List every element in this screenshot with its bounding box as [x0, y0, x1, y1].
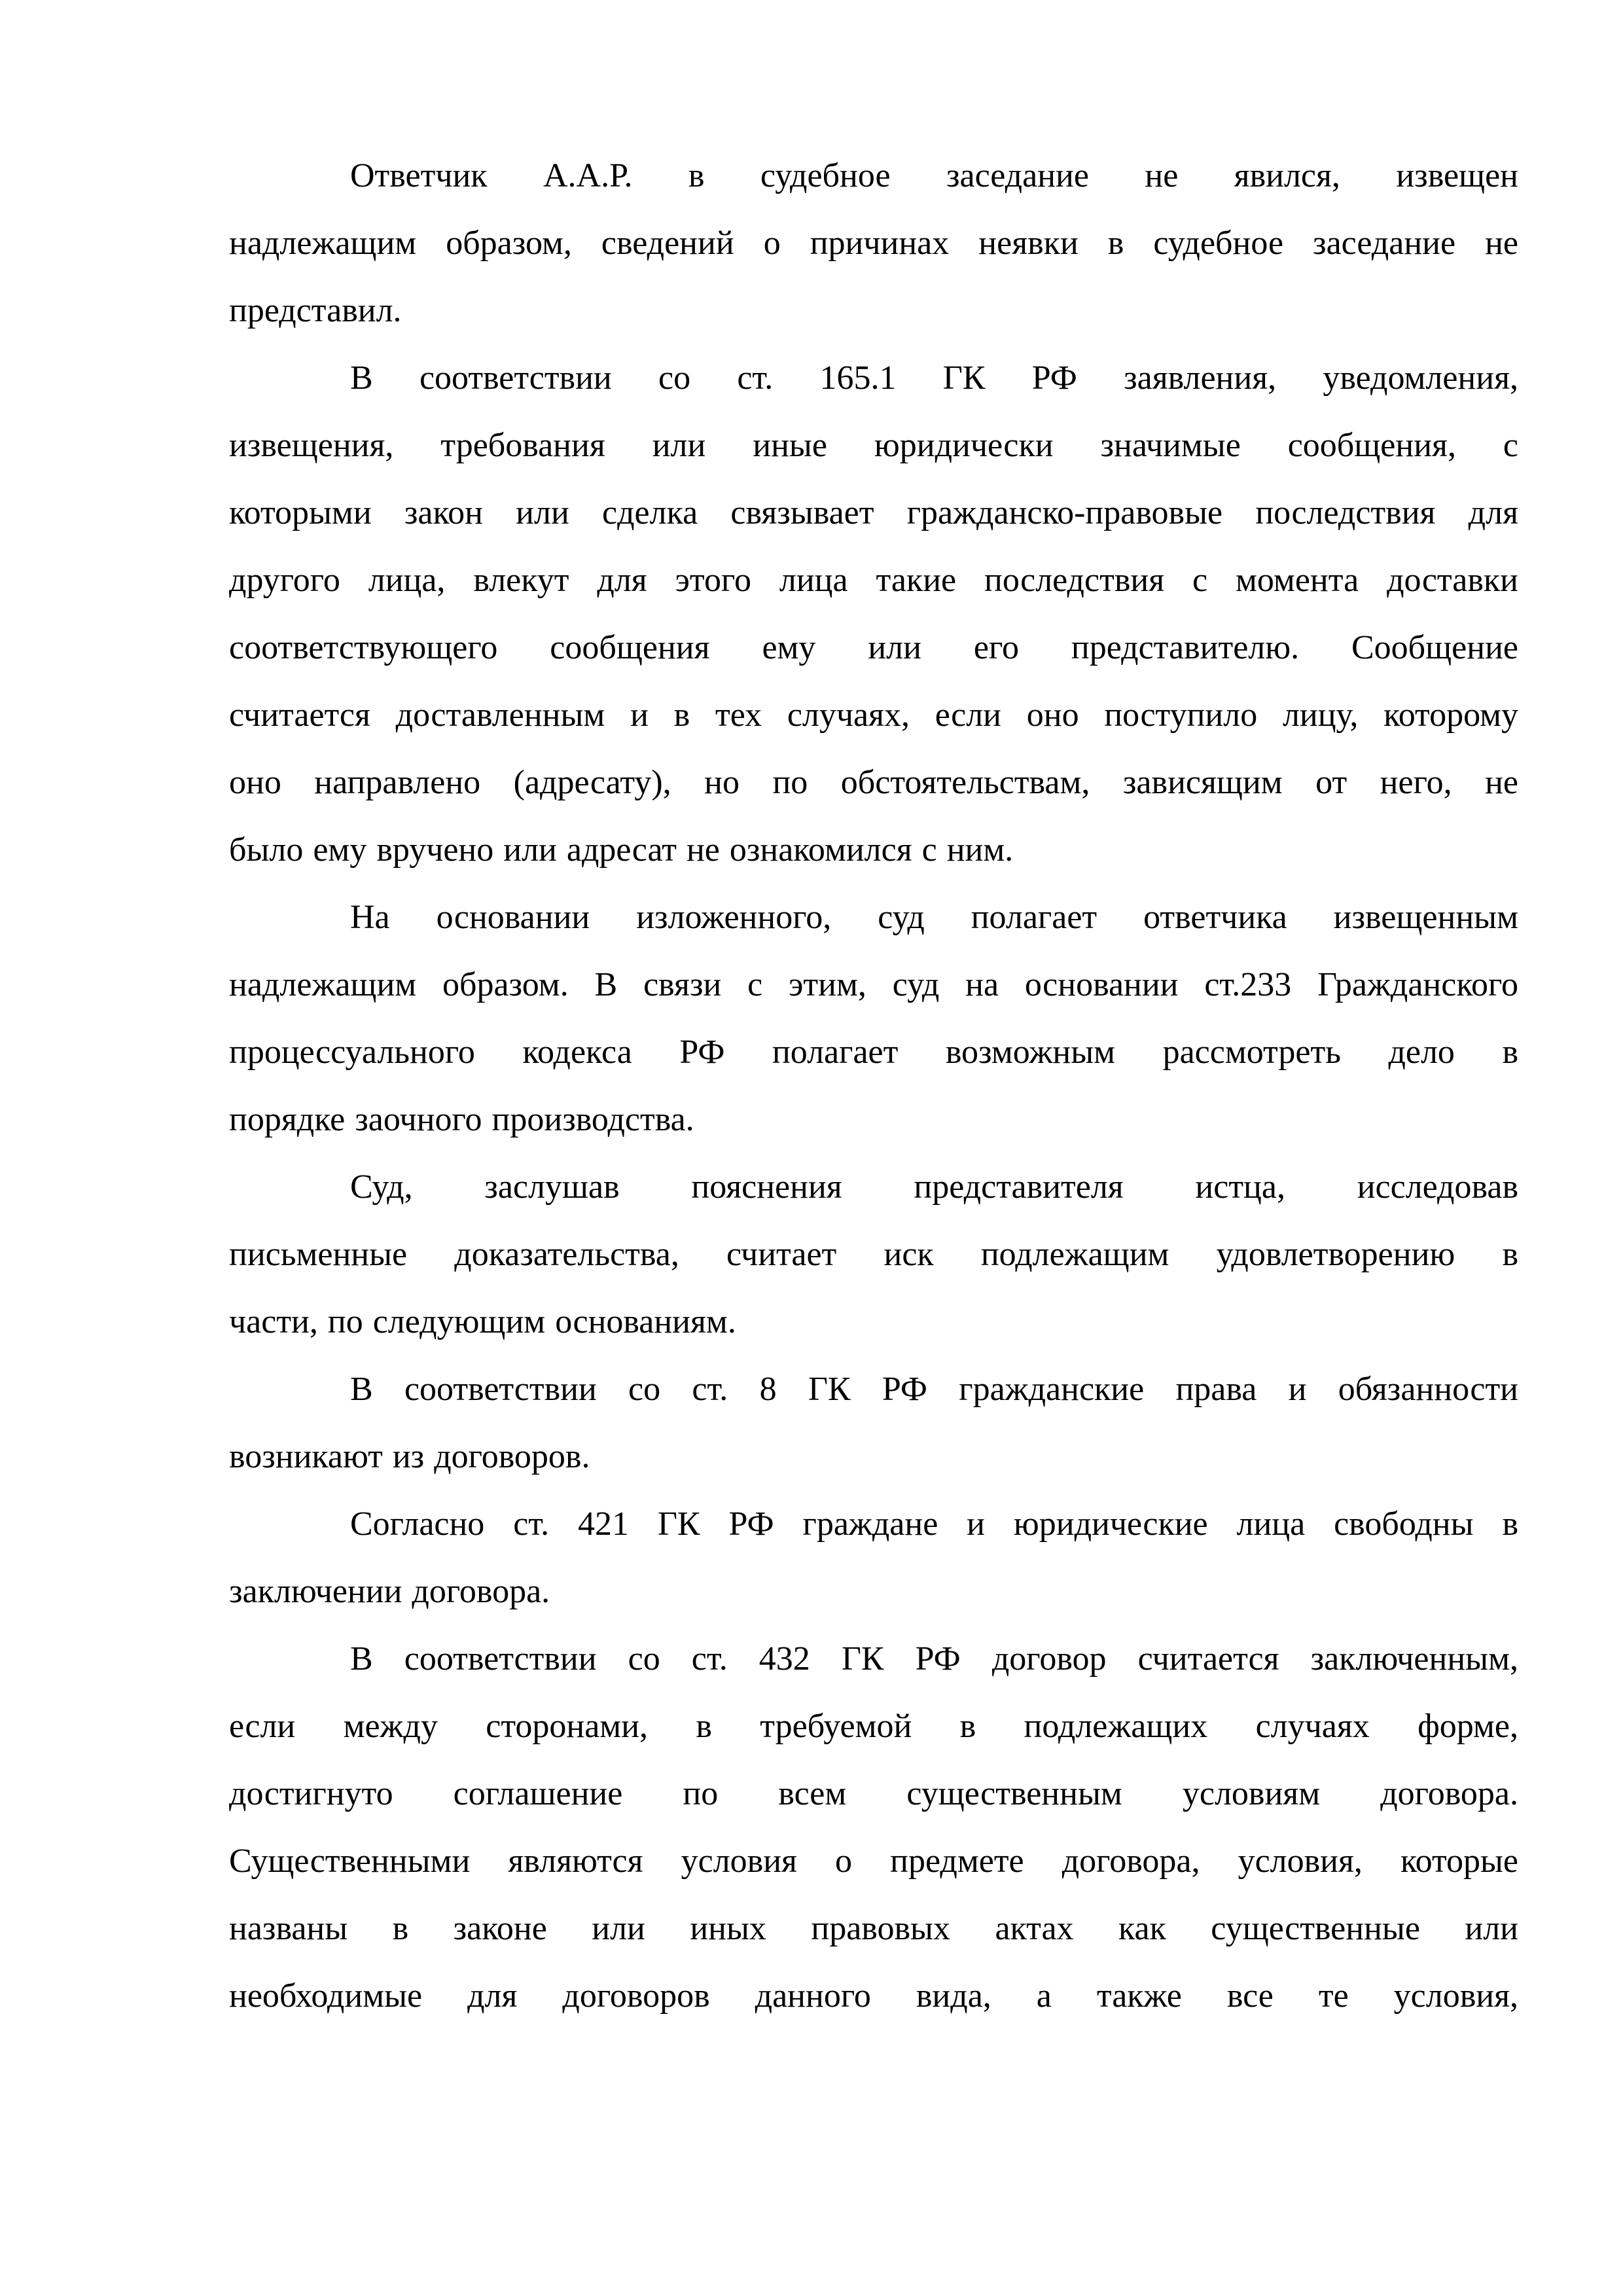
text-line: которыми закон или сделка связывает гражданско-правовые последствия для: [229, 494, 1518, 531]
text-line: возникают из договоров.: [229, 1438, 590, 1475]
text-line: необходимые для договоров данного вида, а также все те условия,: [229, 1977, 1518, 2015]
text-line: процессуального кодекса РФ полагает возможным рассмотреть дело в: [229, 1033, 1518, 1071]
text-line: оно направлено (адресату), но по обстоятельствам, зависящим от него, не: [229, 764, 1518, 801]
text-line: Ответчик А.А.Р. в судебное заседание не явился, извещен: [350, 157, 1518, 194]
text-line: Суд, заслушав пояснения представителя истца, исследовав: [350, 1168, 1518, 1206]
text-line: В соответствии со ст. 165.1 ГК РФ заявления, уведомления,: [350, 359, 1518, 397]
text-line: соответствующего сообщения ему или его представителю. Сообщение: [229, 629, 1518, 666]
text-line: было ему вручено или адресат не ознакомился с ним.: [229, 831, 1014, 869]
text-line: письменные доказательства, считает иск подлежащим удовлетворению в: [229, 1236, 1518, 1273]
text-line: если между сторонами, в требуемой в подлежащих случаях форме,: [229, 1708, 1518, 1745]
text-line: В соответствии со ст. 8 ГК РФ гражданские права и обязанности: [350, 1371, 1518, 1408]
text-line: представил.: [229, 292, 402, 329]
text-line: В соответствии со ст. 432 ГК РФ договор считается заключенным,: [350, 1640, 1518, 1677]
document-body: [229, 142, 1518, 2030]
text-line: На основании изложенного, суд полагает ответчика извещенным: [350, 899, 1518, 936]
text-line: достигнуто соглашение по всем существенным условиям договора.: [229, 1775, 1518, 1812]
text-line: порядке заочного производства.: [229, 1101, 694, 1138]
text-line: считается доставленным и в тех случаях, если оно поступило лицу, которому: [229, 696, 1518, 734]
text-line: части, по следующим основаниям.: [229, 1303, 736, 1340]
text-line: другого лица, влекут для этого лица такие последствия с момента доставки: [229, 562, 1518, 599]
text-line: названы в законе или иных правовых актах как существенные или: [229, 1910, 1518, 1947]
text-line: извещения, требования или иные юридически значимые сообщения, с: [229, 427, 1518, 464]
text-line: надлежащим образом. В связи с этим, суд на основании ст.233 Гражданского: [229, 966, 1518, 1003]
text-line: заключении договора.: [229, 1573, 550, 1610]
text-line: надлежащим образом, сведений о причинах неявки в судебное заседание не: [229, 224, 1518, 262]
text-line: Согласно ст. 421 ГК РФ граждане и юридические лица свободны в: [350, 1505, 1518, 1543]
text-line: Существенными являются условия о предмете договора, условия, которые: [229, 1842, 1518, 1880]
